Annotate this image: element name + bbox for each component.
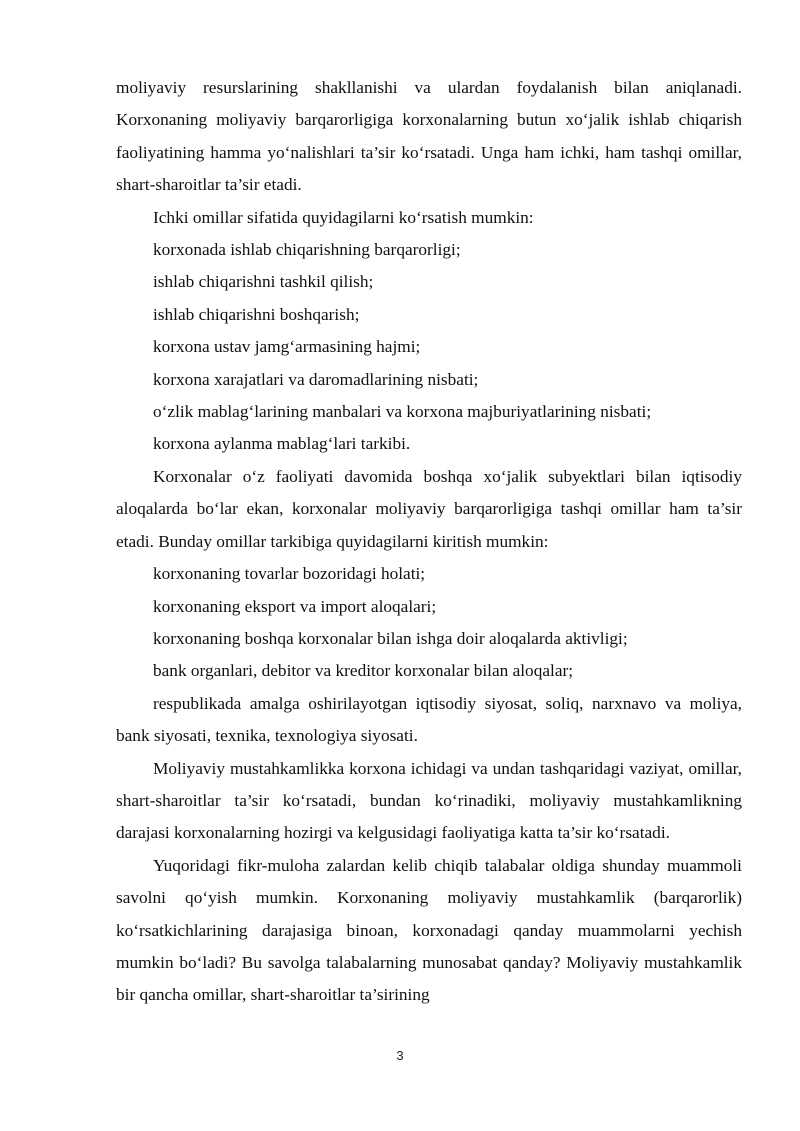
list-item: korxona xarajatlari va daromadlarining nisbati;: [153, 369, 479, 389]
list-item: bank organlari, debitor va kreditor korxonalar bilan aloqalar;: [153, 661, 574, 681]
paragraph-continuation: moliyaviy resurslarining shakllanishi va ulardan foydalanish bilan aniqlanadi. Korxonaning moliyaviy barqarorligiga korxonalarning butun xo‘jalik ishlab chiqarish faoliyatining hamma yo‘nalishlari ta’sir ko‘rsatadi. Unga ham ichki, ham tashqi omillar, shart-sharoitlar ta’sir etadi.: [116, 78, 742, 195]
list-item: korxonada ishlab chiqarishning barqarorligi;: [153, 240, 461, 260]
external-factors-list: [116, 558, 742, 688]
list-item: korxona aylanma mablag‘lari tarkibi.: [153, 434, 411, 454]
list-item: o‘zlik mablag‘larining manbalari va korxona majburiyatlarining nisbati;: [153, 402, 652, 422]
external-factors-paragraph: Korxonalar o‘z faoliyati davomida boshqa xo‘jalik subyektlari bilan iqtisodiy aloqalarda bo‘lar ekan, korxonalar moliyaviy barqarorligiga tashqi omillar ham ta’sir etadi. Bunday omillar tarkibiga quyidagilarni kiritish mumkin:: [116, 466, 742, 551]
page-number: 3: [396, 1048, 404, 1063]
list-item: korxonaning boshqa korxonalar bilan ishga doir aloqalarda aktivligi;: [153, 628, 628, 648]
stability-paragraph: Moliyaviy mustahkamlikka korxona ichidagi va undan tashqaridagi vaziyat, omillar, shart-sharoitlar ta’sir ko‘rsatadi, bundan ko‘rinadiki, moliyaviy mustahkamlikning darajasi korxonalarning hozirgi va kelgusidagi faoliyatiga katta ta’sir ko‘rsatadi.: [116, 758, 742, 843]
document-page: [116, 72, 742, 1012]
list-item: ishlab chiqarishni tashkil qilish;: [153, 272, 374, 292]
list-item: korxonaning eksport va import aloqalari;: [153, 596, 437, 616]
list-item: ishlab chiqarishni boshqarish;: [153, 304, 360, 324]
internal-factors-list: [116, 234, 742, 461]
policy-paragraph: respublikada amalga oshirilayotgan iqtisodiy siyosat, soliq, narxnavo va moliya, bank siyosati, texnika, texnologiya siyosati.: [116, 693, 742, 746]
question-paragraph: Yuqoridagi fikr-muloha zalardan kelib chiqib talabalar oldiga shunday muammoli savolni qo‘yish mumkin. Korxonaning moliyaviy mustahkamlik (barqarorlik) ko‘rsatkichlarining darajasiga binoan, korxonadagi qanday muammolarni yechish mumkin bo‘ladi? Bu savolga talabalarning munosabat qanday? Moliyaviy mustahkamlik bir qancha omillar, shart-sharoitlar ta’sirining: [116, 855, 742, 1005]
internal-factors-intro: Ichki omillar sifatida quyidagilarni ko‘rsatish mumkin:: [153, 207, 534, 227]
list-item: korxona ustav jamg‘armasining hajmi;: [153, 337, 421, 357]
list-item: korxonaning tovarlar bozoridagi holati;: [153, 564, 426, 584]
